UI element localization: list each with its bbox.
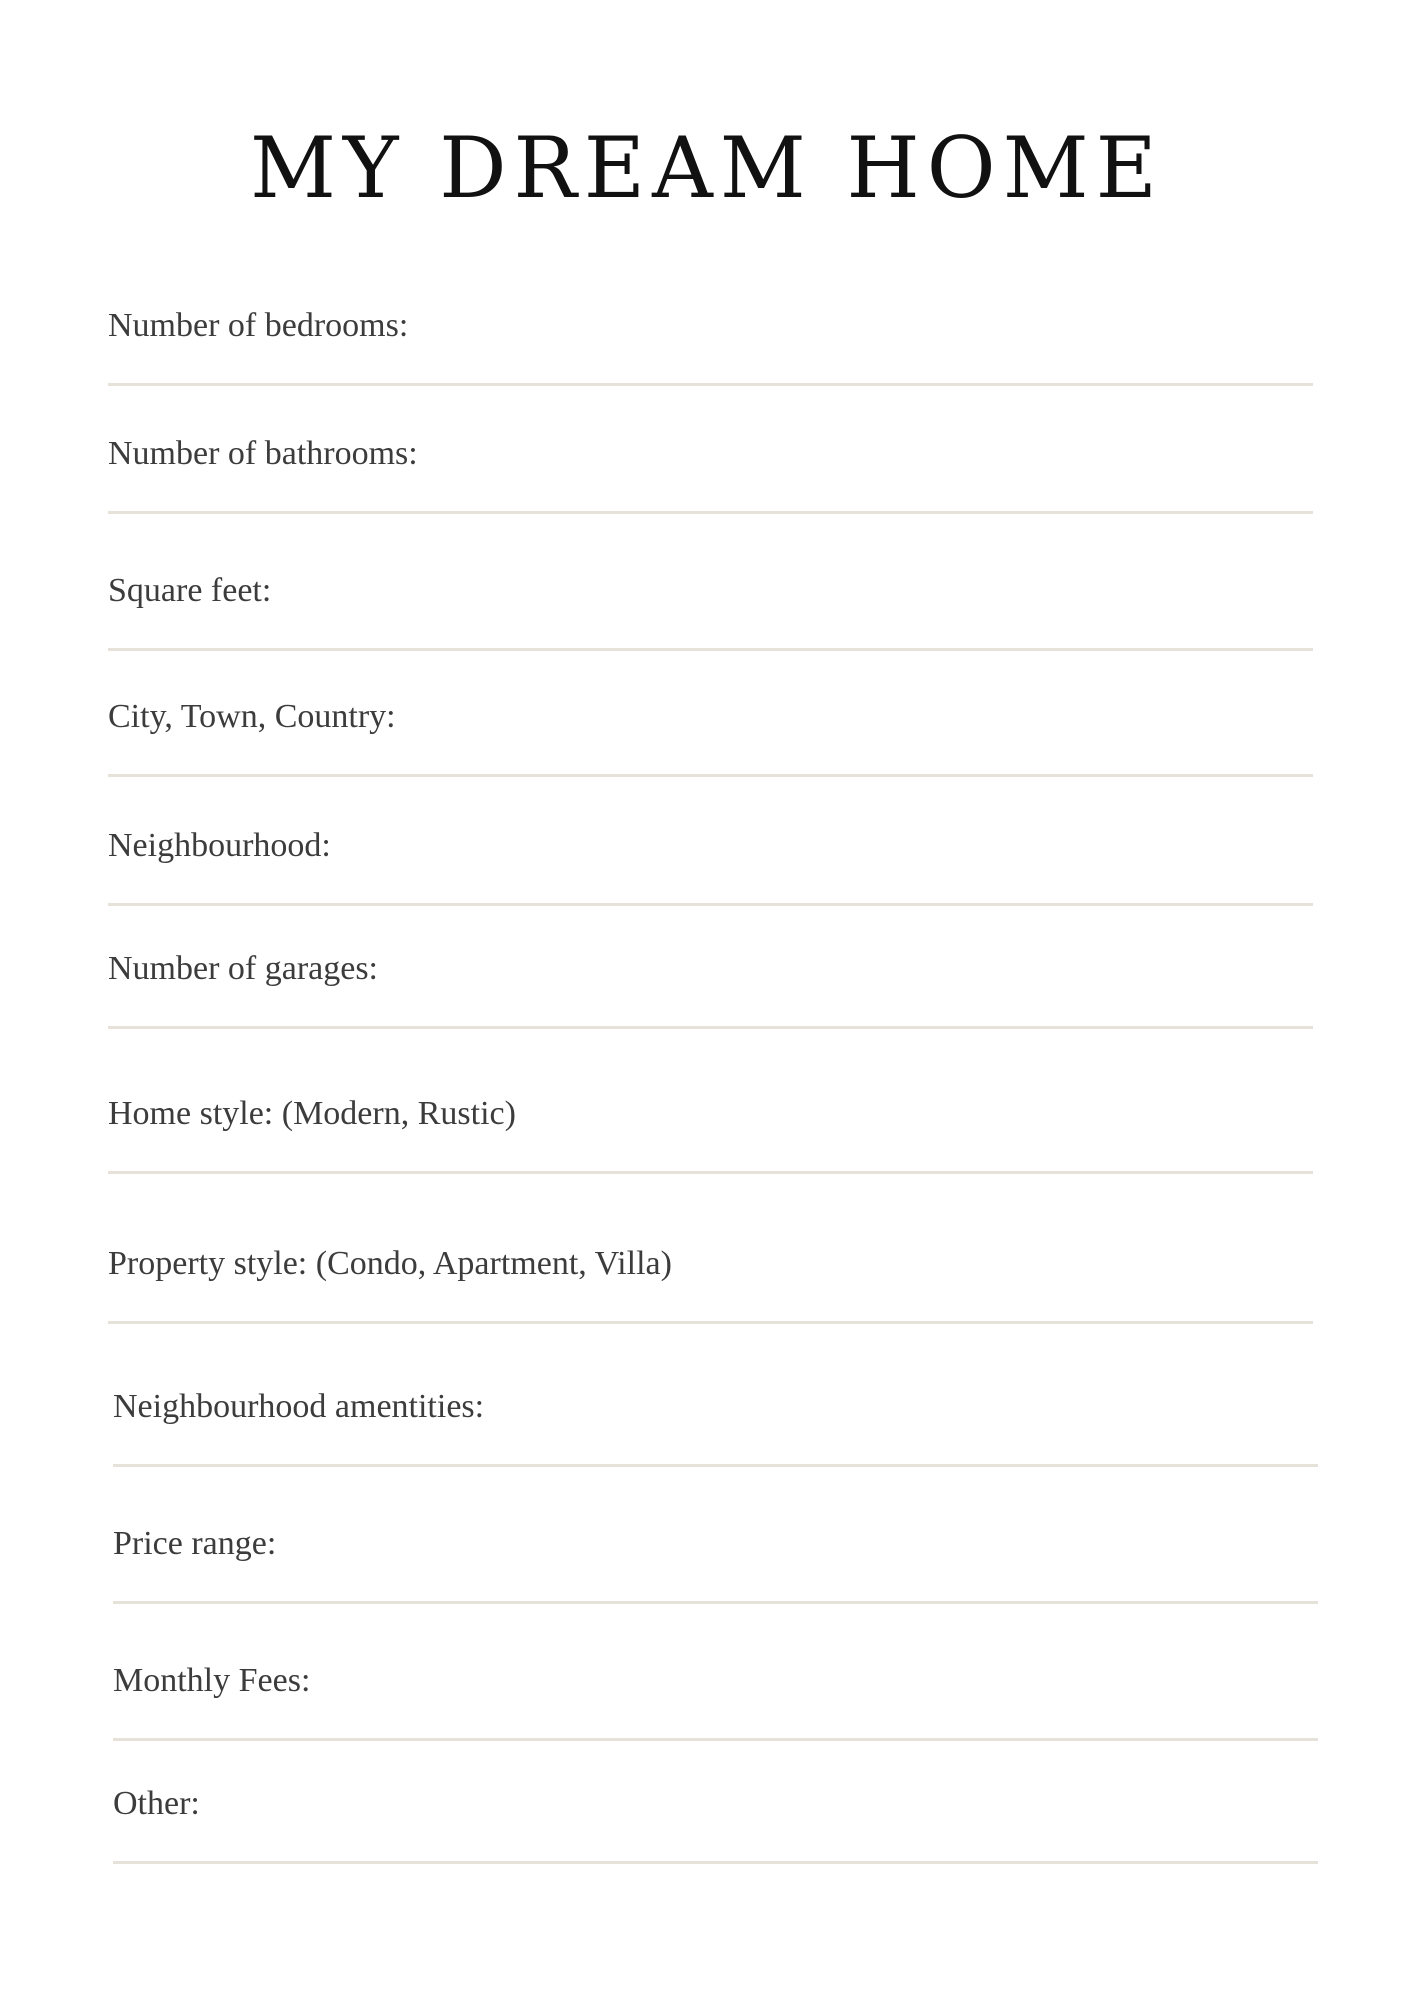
- field-garages[interactable]: [108, 933, 1313, 1029]
- page-title: MY DREAM HOME: [250, 119, 1164, 217]
- field-label: Other:: [113, 1785, 200, 1822]
- field-label: City, Town, Country:: [108, 698, 396, 735]
- field-label: Neighbourhood:: [108, 827, 331, 864]
- field-bathrooms[interactable]: [108, 418, 1313, 514]
- write-line: [113, 1464, 1318, 1467]
- field-bedrooms[interactable]: [108, 290, 1313, 386]
- field-neighbourhood[interactable]: [108, 810, 1313, 906]
- field-monthly-fees[interactable]: [113, 1645, 1318, 1741]
- field-label: Monthly Fees:: [113, 1662, 311, 1699]
- write-line: [108, 774, 1313, 777]
- write-line: [108, 1026, 1313, 1029]
- field-label: Neighbourhood amentities:: [113, 1388, 485, 1425]
- write-line: [113, 1601, 1318, 1604]
- write-line: [108, 648, 1313, 651]
- field-location[interactable]: [108, 681, 1313, 777]
- field-amenities[interactable]: [113, 1371, 1318, 1467]
- field-label: Number of bathrooms:: [108, 435, 418, 472]
- field-label: Square feet:: [108, 572, 272, 609]
- field-other[interactable]: [113, 1768, 1318, 1864]
- write-line: [113, 1738, 1318, 1741]
- field-property-style[interactable]: [108, 1228, 1313, 1324]
- field-label: Price range:: [113, 1525, 277, 1562]
- field-square-feet[interactable]: [108, 555, 1313, 651]
- write-line: [108, 1321, 1313, 1324]
- field-label: Home style: (Modern, Rustic): [108, 1095, 516, 1132]
- write-line: [113, 1861, 1318, 1864]
- field-label: Number of garages:: [108, 950, 379, 987]
- field-label: Number of bedrooms:: [108, 307, 409, 344]
- write-line: [108, 903, 1313, 906]
- write-line: [108, 511, 1313, 514]
- write-line: [108, 383, 1313, 386]
- field-label: Property style: (Condo, Apartment, Villa): [108, 1245, 672, 1282]
- write-line: [108, 1171, 1313, 1174]
- field-home-style[interactable]: [108, 1078, 1313, 1174]
- field-price-range[interactable]: [113, 1508, 1318, 1604]
